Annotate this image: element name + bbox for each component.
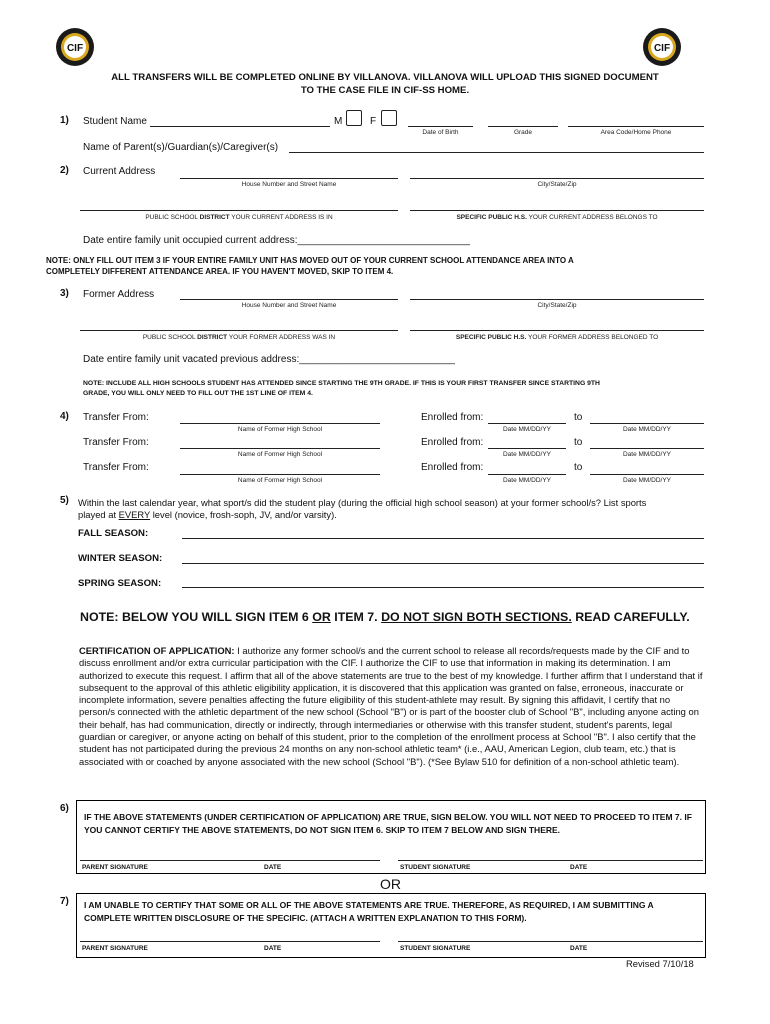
current-house-field[interactable] bbox=[180, 178, 398, 179]
item6-statement: IF THE ABOVE STATEMENTS (UNDER CERTIFICATION OF APPLICATION) ARE TRUE, SIGN BELOW. YOU WILL NOT NEED TO PROCEED TO ITEM 7. IF YOU CANNOT CERTIFY THE ABOVE STATEMENTS, DO NOT SIGN ITEM 6. SKIP TO ITEM 7 BELOW AND SIGN THERE. bbox=[84, 812, 692, 835]
header-title-line2: TO THE CASE FILE IN CIF-SS HOME. bbox=[300, 85, 470, 96]
former-district-field[interactable] bbox=[80, 330, 398, 331]
former-house-caption: House Number and Street Name bbox=[241, 302, 337, 309]
note-item3-line1: NOTE: ONLY FILL OUT ITEM 3 IF YOUR ENTIRE FAMILY UNIT HAS MOVED OUT OF YOUR CURRENT SCHOOL ATTENDANCE AREA INTO A bbox=[46, 256, 574, 265]
phone-caption: Area Code/Home Phone bbox=[600, 129, 672, 136]
transfer-from-label-3: Transfer From: bbox=[83, 462, 149, 473]
note-item3-line2: COMPLETELY DIFFERENT ATTENDANCE AREA. IF YOU HAVEN'T MOVED, SKIP TO ITEM 4. bbox=[46, 267, 394, 276]
note-item4-line1: NOTE: INCLUDE ALL HIGH SCHOOLS STUDENT HAS ATTENDED SINCE STARTING THE 9TH GRADE. IF THIS IS YOUR FIRST TRANSFER SINCE STARTING 9TH bbox=[83, 380, 600, 387]
spring-season-field[interactable] bbox=[182, 587, 704, 588]
to-label-1: to bbox=[574, 412, 583, 423]
female-label: F bbox=[370, 116, 377, 127]
item5-number: 5) bbox=[60, 495, 69, 506]
item7-date-caption-2: DATE bbox=[570, 945, 588, 952]
former-hs-caption-2: Name of Former High School bbox=[237, 451, 323, 458]
item6-student-sig-field[interactable] bbox=[398, 860, 703, 861]
former-hs-field-1[interactable] bbox=[180, 423, 380, 424]
enrolled-end-caption-3: Date MM/DD/YY bbox=[622, 477, 672, 484]
female-checkbox[interactable] bbox=[381, 110, 397, 126]
item7-parent-sig-caption: PARENT SIGNATURE bbox=[82, 945, 148, 952]
sports-question-line1: Within the last calendar year, what sport/s did the student play (during the official high school season) at your former school/s? List sports bbox=[78, 497, 647, 508]
item7-student-sig-field[interactable] bbox=[398, 941, 703, 942]
note-item4-line2: GRADE, YOU WILL ONLY NEED TO FILL OUT THE 1ST LINE OF ITEM 4. bbox=[83, 390, 313, 397]
item4-number: 4) bbox=[60, 411, 69, 422]
enrolled-start-caption-3: Date MM/DD/YY bbox=[502, 477, 552, 484]
male-label: M bbox=[334, 116, 343, 127]
cif-logo-right bbox=[642, 27, 682, 67]
enrolled-end-field-3[interactable] bbox=[590, 474, 704, 475]
former-city-caption: City/State/Zip bbox=[537, 302, 577, 309]
item6-student-sig-caption: STUDENT SIGNATURE bbox=[400, 864, 471, 871]
winter-season-field[interactable] bbox=[182, 563, 704, 564]
item6-date-caption-2: DATE bbox=[570, 864, 588, 871]
enrolled-end-field-2[interactable] bbox=[590, 448, 704, 449]
enrolled-from-label-3: Enrolled from: bbox=[421, 462, 484, 473]
male-checkbox[interactable] bbox=[346, 110, 362, 126]
sign-note: NOTE: BELOW YOU WILL SIGN ITEM 6 OR ITEM 7. DO NOT SIGN BOTH SECTIONS. READ CAREFULLY. bbox=[80, 610, 690, 624]
enrolled-start-field-2[interactable] bbox=[488, 448, 566, 449]
student-name-label: Student Name bbox=[83, 116, 147, 127]
former-hs-caption-3: Name of Former High School bbox=[237, 477, 323, 484]
item6-parent-sig-field[interactable] bbox=[80, 860, 380, 861]
grade-caption: Grade bbox=[513, 129, 533, 136]
item2-number: 2) bbox=[60, 165, 69, 176]
enrolled-end-caption-1: Date MM/DD/YY bbox=[622, 426, 672, 433]
dob-caption: Date of Birth bbox=[422, 129, 459, 136]
sports-question-line2: played at EVERY level (novice, frosh-soph, JV, and/or varsity). bbox=[78, 509, 337, 520]
transfer-from-label-1: Transfer From: bbox=[83, 412, 149, 423]
to-label-3: to bbox=[574, 462, 583, 473]
item6-parent-sig-caption: PARENT SIGNATURE bbox=[82, 864, 148, 871]
winter-season-label: WINTER SEASON: bbox=[78, 553, 163, 564]
former-hs-field-3[interactable] bbox=[180, 474, 380, 475]
certification-paragraph: CERTIFICATION OF APPLICATION: I authorize any former school/s and the current school to release all records/requests made by the CIF and to discuss enrollment and/or extra curricular participation with the CIF. I authorize the CIF to use that information in making its determination. I am authorized to execute this request. I affirm that all of the above statements are true to the best of my knowledge. I further affirm that I understand that if subsequent to the approval of this athletic eligibility application, it is discovered that this application was granted on false, erroneous, inaccurate or incomplete information, severe penalties affecting the future eligibility of this student-athlete may result. By signing this affidavit, I certify that no person/s connected with the athletic department of the new school (School "B") or is part of the booster club of School "B", including anyone acting on their behalf, has had communication, directly or indirectly, through intermediaries or otherwise with this transfer student, student's parents, legal guardian or caregiver, or anyone acting on behalf of this student, prior to the completion of the enrollment process at School "B". I also certify that the student has not participated during the previous 24 months on any non-school athletic team* (i.e., AAU, American Legion, club team, etc.) that is associated with or coached by anyone associated with the new school (School "B"). (*See Bylaw 510 for definition of a non-school athletic team). bbox=[79, 645, 703, 767]
svg-text:CIF: CIF bbox=[66, 43, 84, 54]
current-address-label: Current Address bbox=[83, 166, 156, 177]
dob-field[interactable] bbox=[408, 126, 473, 127]
enrolled-start-field-3[interactable] bbox=[488, 474, 566, 475]
header-title-line1: ALL TRANSFERS WILL BE COMPLETED ONLINE BY VILLANOVA. VILLANOVA WILL UPLOAD THIS SIGNED DOCUMENT bbox=[111, 72, 659, 83]
student-name-field[interactable] bbox=[150, 126, 330, 127]
grade-field[interactable] bbox=[488, 126, 558, 127]
enrolled-from-label-2: Enrolled from: bbox=[421, 437, 484, 448]
enrolled-end-field-1[interactable] bbox=[590, 423, 704, 424]
svg-text:CIF: CIF bbox=[653, 43, 671, 54]
enrolled-from-label-1: Enrolled from: bbox=[421, 412, 484, 423]
item3-number: 3) bbox=[60, 288, 69, 299]
occupied-date-label: Date entire family unit occupied current address:_______________________________ bbox=[83, 235, 470, 246]
to-label-2: to bbox=[574, 437, 583, 448]
current-district-field[interactable] bbox=[80, 210, 398, 211]
current-city-caption: City/State/Zip bbox=[537, 181, 577, 188]
parent-name-field[interactable] bbox=[289, 152, 704, 153]
enrolled-start-caption-2: Date MM/DD/YY bbox=[502, 451, 552, 458]
item7-student-sig-caption: STUDENT SIGNATURE bbox=[400, 945, 471, 952]
current-city-field[interactable] bbox=[410, 178, 704, 179]
fall-season-label: FALL SEASON: bbox=[78, 528, 149, 539]
revised-date: Revised 7/10/18 bbox=[626, 958, 694, 969]
enrolled-start-field-1[interactable] bbox=[488, 423, 566, 424]
current-district-caption: PUBLIC SCHOOL DISTRICT YOUR CURRENT ADDRESS IS IN bbox=[145, 214, 333, 221]
item7-statement: I AM UNABLE TO CERTIFY THAT SOME OR ALL OF THE ABOVE STATEMENTS ARE TRUE. THEREFORE, AS REQUIRED, I AM SUBMITTING A COMPLETE WRITTEN DISCLOSURE OF THE SPECIFIC. (ATTACH A WRITTEN EXPLANATION TO THIS FORM). bbox=[84, 900, 654, 923]
former-hs-caption: SPECIFIC PUBLIC H.S. YOUR FORMER ADDRESS BELONGED TO bbox=[455, 334, 659, 341]
former-address-label: Former Address bbox=[83, 289, 155, 300]
enrolled-start-caption-1: Date MM/DD/YY bbox=[502, 426, 552, 433]
phone-field[interactable] bbox=[568, 126, 704, 127]
item7-parent-sig-field[interactable] bbox=[80, 941, 380, 942]
spring-season-label: SPRING SEASON: bbox=[78, 578, 162, 589]
former-hs-field-2[interactable] bbox=[180, 448, 380, 449]
enrolled-end-caption-2: Date MM/DD/YY bbox=[622, 451, 672, 458]
vacated-date-label: Date entire family unit vacated previous address:____________________________ bbox=[83, 354, 455, 365]
former-house-field[interactable] bbox=[180, 299, 398, 300]
transfer-from-label-2: Transfer From: bbox=[83, 437, 149, 448]
item1-number: 1) bbox=[60, 115, 69, 126]
item6-date-caption-1: DATE bbox=[264, 864, 282, 871]
fall-season-field[interactable] bbox=[182, 538, 704, 539]
current-hs-caption: SPECIFIC PUBLIC H.S. YOUR CURRENT ADDRESS BELONGS TO bbox=[456, 214, 658, 221]
former-district-caption: PUBLIC SCHOOL DISTRICT YOUR FORMER ADDRESS WAS IN bbox=[142, 334, 336, 341]
former-hs-caption-1: Name of Former High School bbox=[237, 426, 323, 433]
former-city-field[interactable] bbox=[410, 299, 704, 300]
cif-logo-left bbox=[55, 27, 95, 67]
former-hs-field[interactable] bbox=[410, 330, 704, 331]
current-house-caption: House Number and Street Name bbox=[241, 181, 337, 188]
item7-date-caption-1: DATE bbox=[264, 945, 282, 952]
item6-number: 6) bbox=[60, 803, 69, 814]
or-divider: OR bbox=[380, 876, 401, 892]
current-hs-field[interactable] bbox=[410, 210, 704, 211]
item7-number: 7) bbox=[60, 896, 69, 907]
parent-name-label: Name of Parent(s)/Guardian(s)/Caregiver(s) bbox=[83, 142, 279, 153]
